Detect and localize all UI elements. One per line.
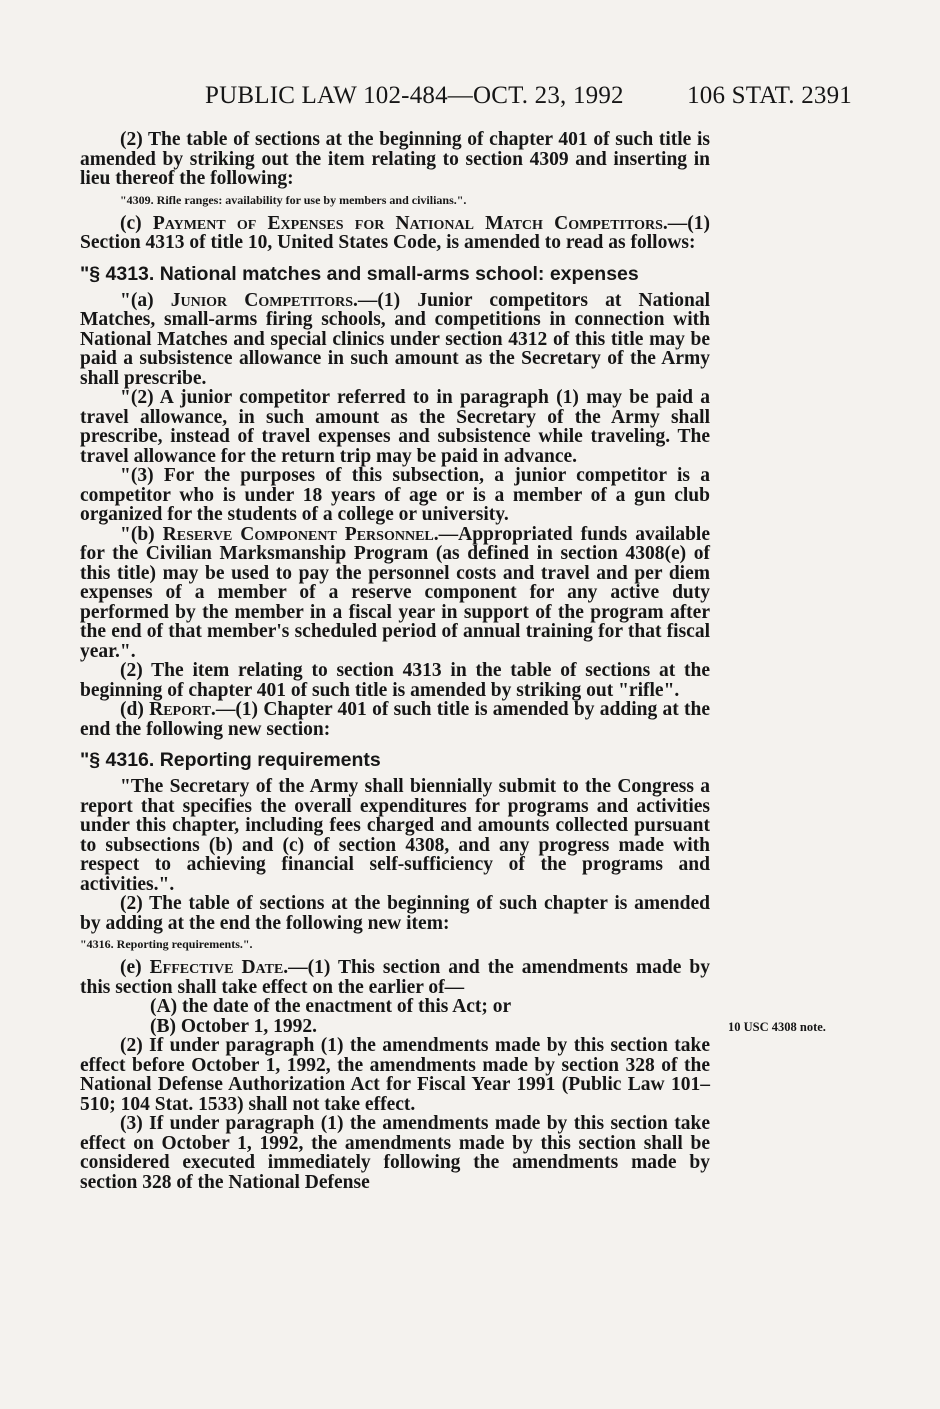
subsection-e-caption: Effective Date.	[149, 957, 289, 978]
paragraph-a2: "(2) A junior competitor referred to in paragraph (1) may be paid a travel allowance, in such amount as the Secretary of the Army shall prescribe, instead of travel expenses and subsistence while traveling. The travel allowance for the return trip may be paid in advance.	[80, 387, 710, 467]
subsection-a-caption: Junior Competitors.	[170, 289, 358, 311]
subsection-c-text: —(1) Section 4313 of title 10, United States Code, is amended to read as follows:	[80, 212, 710, 253]
paragraph-a3: "(3) For the purposes of this subsection, a junior competitor is a competitor who is under 18 years of age or is a member of a gun club organized for the students of a college or university.	[80, 465, 710, 525]
section-4316-text: "The Secretary of the Army shall biennially submit to the Congress a report that specifies the overall expenditures for programs and activities under this chapter, including fees charged and amounts collected pursuant to subsections (b) and (c) of section 4308, and any progress made with respect to achieving financial self-sufficiency of the programs and activities.".	[80, 776, 710, 895]
table-item-4309: "4309. Rifle ranges: availability for use by members and civilians.".	[120, 192, 467, 207]
section-4313-heading: "§ 4313. National matches and small-arms school: expenses	[80, 262, 639, 285]
clause-e-B: (B) October 1, 1992.	[150, 1015, 317, 1037]
table-item-4316: "4316. Reporting requirements.".	[80, 937, 253, 951]
paragraph-e2: (2) If under paragraph (1) the amendments made by this section take effect before October 1, 1992, the amendments made by section 328 of the National Defense Authorization Act for Fiscal Year 1991 (Public Law 101–510; 104 Stat. 1533) shall not take effect.	[80, 1035, 710, 1115]
subsection-b-lead: "(b)	[120, 523, 163, 545]
paragraph-table-amendment: (2) The table of sections at the beginning of chapter 401 of such title is amended by striking out the item relating to section 4309 and inserting in lieu thereof the following:	[80, 129, 710, 189]
section-4316-heading: "§ 4316. Reporting requirements	[80, 749, 381, 771]
subsection-e-lead: (e)	[120, 957, 150, 978]
subsection-c-lead: (c)	[120, 212, 153, 234]
subsection-a-lead: "(a)	[120, 289, 171, 311]
header-title: PUBLIC LAW 102-484—OCT. 23, 1992	[205, 82, 624, 109]
page-header	[80, 82, 852, 116]
subsection-d-caption: Report.	[149, 699, 216, 720]
margin-note-usc: 10 USC 4308 note.	[728, 1020, 826, 1034]
subsection-a-text: —(1) Junior competitors at National Matches, small-arms firing schools, and competitions in connection with National Matches and special clinics under section 4312 of this title may be paid a subsistence allowance in such amount as the Secretary of the Army shall prescribe.	[80, 289, 710, 389]
subsection-d	[80, 700, 710, 739]
clause-e-A: (A) the date of the enactment of this Act; or	[150, 996, 512, 1017]
header-stat-citation: 106 STAT. 2391	[687, 82, 852, 109]
subsection-a	[80, 291, 710, 389]
subsection-b-text: —Appropriated funds available for the Civilian Marksmanship Program (as defined in section 4308(e) of this title) may be used to pay the personnel costs and travel and per diem expenses of a member of a reserve component for any active duty performed by the member in a fiscal year in support of the program after the end of that member's scheduled period of annual training for that fiscal year.".	[80, 523, 710, 662]
subsection-c-caption: Payment of Expenses for National Match Competitors.	[152, 212, 668, 234]
subsection-e	[80, 958, 710, 997]
subsection-b-caption: Reserve Component Personnel.	[162, 523, 439, 545]
document-body	[80, 130, 710, 1192]
paragraph-d2: (2) The table of sections at the beginning of such chapter is amended by adding at the end the following new item:	[80, 893, 710, 934]
subsection-e-text: —(1) This section and the amendments made by this section shall take effect on the earlier of—	[80, 957, 710, 998]
subsection-d-text: —(1) Chapter 401 of such title is amended by adding at the end the following new section:	[80, 699, 710, 740]
subsection-c	[80, 214, 710, 253]
paragraph-e3: (3) If under paragraph (1) the amendments made by this section take effect on October 1, 1992, the amendments made by this section shall be considered executed immediately following the amendments made by section 328 of the National Defense	[80, 1113, 710, 1193]
subsection-d-lead: (d)	[120, 699, 150, 720]
paragraph-c2: (2) The item relating to section 4313 in the table of sections at the beginning of chapter 401 of such title is amended by striking out "rifle".	[80, 660, 710, 701]
subsection-b	[80, 525, 710, 662]
